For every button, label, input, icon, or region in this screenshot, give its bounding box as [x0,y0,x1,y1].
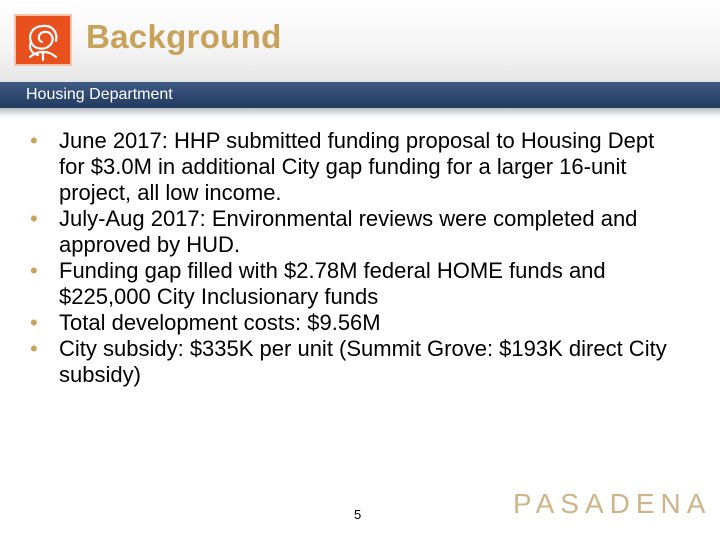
list-item [30,258,680,310]
bullet-icon: • [30,310,38,335]
department-subtitle: Housing Department [26,86,173,103]
bullet-icon: • [30,128,38,153]
bullet-text: June 2017: HHP submitted funding proposal to Housing Dept for $3.0M in additional City gap funding for a larger 16-unit project, all low income. [59,128,655,205]
rose-logo-icon [14,14,72,66]
list-item [30,206,680,258]
bullet-text: City subsidy: $335K per unit (Summit Grove: $193K direct City subsidy) [59,336,667,387]
bullet-icon: • [30,258,38,283]
bullet-text: July-Aug 2017: Environmental reviews were completed and approved by HUD. [59,206,638,257]
bullet-icon: • [30,336,38,361]
bullet-icon: • [30,206,38,231]
list-item [30,128,680,206]
bullet-text: Funding gap filled with $2.78M federal HOME funds and $225,000 City Inclusionary funds [59,258,606,309]
page-title: Background [86,18,282,55]
bullet-text: Total development costs: $9.56M [59,310,381,335]
bullet-list [30,128,680,388]
pasadena-logo: PASADENA [513,488,712,519]
list-item [30,310,680,336]
list-item [30,336,680,388]
header-band-shadow [0,108,720,118]
page-number: 5 [354,507,362,522]
